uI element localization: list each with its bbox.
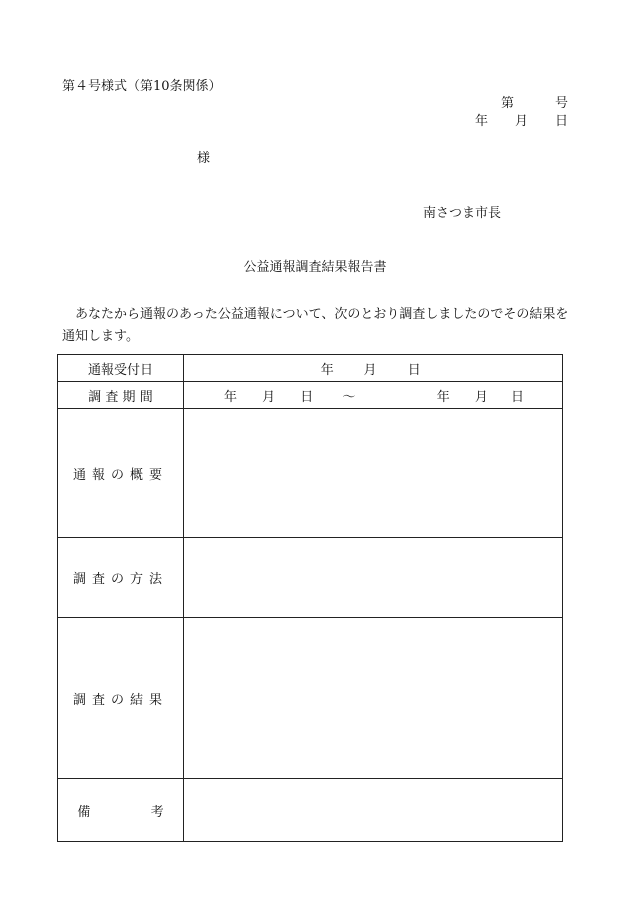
period-end-day: 日 — [510, 389, 524, 405]
row-label-reception-date: 通報受付日 — [58, 355, 184, 382]
body-text: あなたから通報のあった公益通報について、次のとおり調査しましたのでその結果を通知します。 — [62, 307, 569, 344]
reception-date-value — [184, 355, 563, 382]
row-label-remarks — [58, 779, 184, 842]
period-start-year: 年 — [223, 389, 237, 405]
reception-day: 日 — [407, 362, 421, 378]
report-table — [57, 354, 563, 842]
sender: 南さつま市長 — [423, 206, 502, 221]
investigation-period-value — [184, 382, 563, 409]
document-date-year: 年 — [475, 114, 489, 129]
addressee-suffix: 様 — [197, 151, 211, 166]
row-label-investigation-period: 調 査 期 間 — [58, 382, 184, 409]
period-end-month: 月 — [474, 389, 488, 405]
row-label-investigation-result: 調査の結果 — [58, 618, 184, 779]
document-title: 公益通報調査結果報告書 — [243, 260, 387, 275]
period-start-month: 月 — [262, 389, 276, 405]
table-row — [58, 382, 563, 409]
report-summary-value — [184, 409, 563, 538]
remarks-value — [184, 779, 563, 842]
row-label-investigation-method: 調査の方法 — [58, 538, 184, 618]
row-label-report-summary: 通報の概要 — [58, 409, 184, 538]
table-row — [58, 355, 563, 382]
reception-year: 年 — [320, 362, 334, 378]
reception-month: 月 — [363, 362, 377, 378]
investigation-result-value — [184, 618, 563, 779]
table-row — [58, 618, 563, 779]
investigation-method-value — [184, 538, 563, 618]
document-date — [475, 114, 568, 130]
period-separator: ～ — [342, 389, 356, 405]
document-date-day: 日 — [555, 114, 569, 129]
document-number-prefix: 第 — [501, 96, 515, 111]
table-row — [58, 409, 563, 538]
document-number-suffix: 号 — [555, 96, 569, 111]
form-number: 第４号様式（第10条関係） — [62, 79, 222, 94]
remarks-label-left: 備 — [77, 804, 91, 820]
period-end-year: 年 — [436, 389, 450, 405]
remarks-label-right: 考 — [150, 804, 164, 820]
table-row — [58, 779, 563, 842]
period-start-day: 日 — [300, 389, 314, 405]
document-date-month: 月 — [515, 114, 529, 129]
table-row — [58, 538, 563, 618]
